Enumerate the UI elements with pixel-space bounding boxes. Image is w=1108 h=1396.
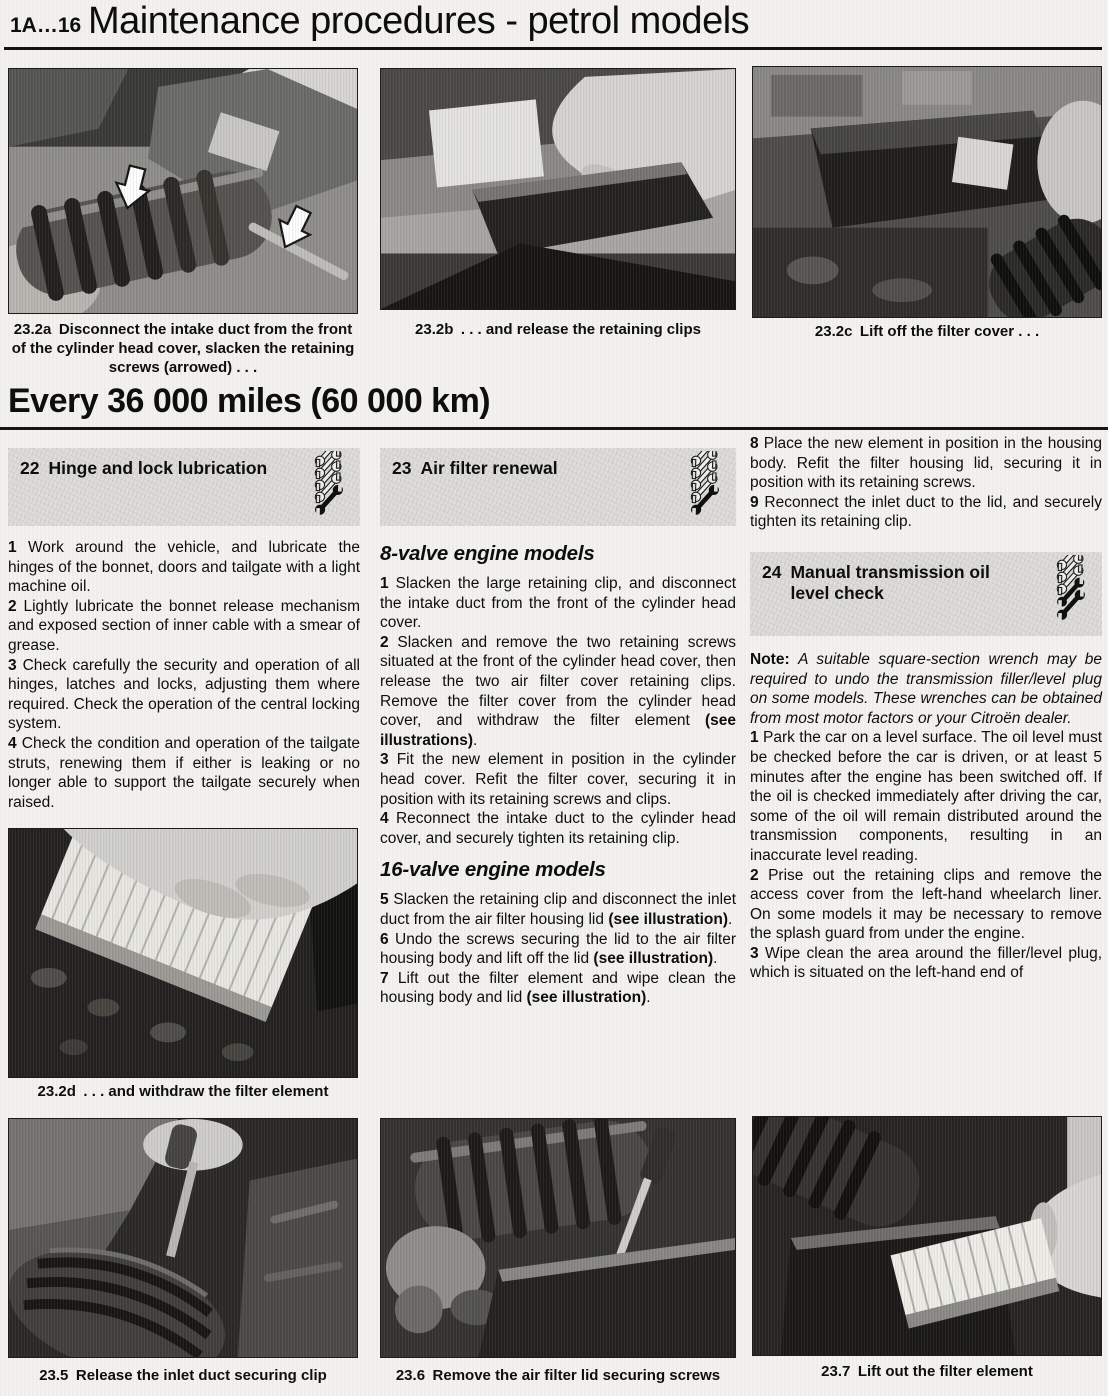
difficulty-spanner-stack-icon xyxy=(304,451,358,523)
header-rule xyxy=(4,47,1102,50)
lift-out-filter-element-photo xyxy=(753,1117,1101,1355)
step xyxy=(380,930,736,969)
step xyxy=(750,493,1102,532)
note xyxy=(750,650,1102,728)
step xyxy=(380,574,736,633)
step-number: 2 xyxy=(8,597,17,615)
step-text: Reconnect the intake duct to the cylinder head cover, and securely tighten its retaining clip. xyxy=(380,810,736,847)
section-title: Hinge and lock lubrication xyxy=(48,458,268,478)
step-number: 2 xyxy=(380,633,389,651)
withdraw-filter-element-photo xyxy=(9,829,357,1077)
step-number: 1 xyxy=(750,729,759,747)
step xyxy=(8,734,360,812)
caption-23-2a: 23.2a Disconnect the intake duct from the front of the cylinder head cover, slacken the retaining screws (arrowed) . . . xyxy=(11,321,355,376)
photo-23-5 xyxy=(8,1118,358,1358)
step xyxy=(750,944,1102,983)
step-text: Check the condition and operation of the tailgate struts, renewing them if either is leaking or no longer able to support the tailgate securely when raised. xyxy=(8,734,361,811)
step-text: Slacken the retaining clip and disconnect the inlet duct from the air filter housing lid (see illustration). xyxy=(380,891,737,928)
difficulty-spanner-stack-icon xyxy=(1046,555,1100,627)
step xyxy=(8,597,360,656)
step-number: 1 xyxy=(380,575,389,592)
section-22-body xyxy=(8,538,360,812)
step xyxy=(380,633,736,751)
step-text: Check carefully the security and operation of all hinges, latches and locks, adjusting them where required. Check the operation of the central locking system. xyxy=(8,656,360,733)
page-title: Maintenance procedures - petrol models xyxy=(88,0,750,42)
step-number: 3 xyxy=(8,656,17,674)
section-22-heading xyxy=(8,448,360,526)
lift-filter-cover-photo xyxy=(753,67,1101,317)
step-number: 9 xyxy=(750,493,759,511)
step xyxy=(380,890,736,929)
step-number: 7 xyxy=(380,969,389,987)
photo-23-6 xyxy=(380,1118,736,1358)
release-retaining-clips-photo xyxy=(381,69,735,309)
section-number: 22 xyxy=(20,458,40,478)
step-text: Work around the vehicle, and lubricate the hinges of the bonnet, doors and tailgate with a light machine oil. xyxy=(8,539,360,596)
section-23-body xyxy=(380,542,736,1008)
interval-rule xyxy=(0,427,1108,430)
caption-23-2d: 23.2d . . . and withdraw the filter element xyxy=(37,1083,329,1100)
step-number: 3 xyxy=(380,751,389,769)
step-text: Lift out the filter element and wipe clean the housing body and lid (see illustration). xyxy=(380,969,736,1007)
page-number: 1A…16 xyxy=(10,14,82,37)
caption-23-2b: 23.2b . . . and release the retaining clips xyxy=(415,321,701,338)
subheading-8-valve: 8-valve engine models xyxy=(380,542,595,565)
step xyxy=(380,969,736,1008)
difficulty-spanner-stack-icon xyxy=(680,451,734,523)
interval-heading: Every 36 000 miles (60 000 km) xyxy=(8,382,491,420)
section-title: Air filter renewal xyxy=(420,458,558,478)
step-text: Fit the new element in position in the cylinder head cover. Refit the filter cover, securing it in position with its retaining screws and clips. xyxy=(380,751,736,808)
step-number: 6 xyxy=(380,930,389,948)
step xyxy=(380,750,736,809)
step xyxy=(380,809,736,848)
step-number: 3 xyxy=(750,944,759,962)
section-23-heading xyxy=(380,448,736,526)
photo-23-2b xyxy=(380,68,736,310)
step-number: 4 xyxy=(8,734,17,752)
caption-23-6: 23.6 Remove the air filter lid securing screws xyxy=(395,1367,721,1384)
step-number: 5 xyxy=(380,891,389,909)
step-text: Prise out the retaining clips and remove the access cover from the left-hand wheelarch liner. On some models it may be necessary to remove the splash guard from under the engine. xyxy=(750,866,1102,943)
step xyxy=(750,434,1102,493)
note-text: A suitable square-section wrench may be required to undo the transmission filler/level plug on some models. These wrenches can be obtained from most motor factors or your Citroën dealer. xyxy=(750,650,1103,727)
step-text: Slacken and remove the two retaining screws situated at the front of the cylinder head cover, then release the two air filter cover retaining clips. Remove the filter cover from the cylinder head cover, and withdraw the filter element (see illustrations). xyxy=(380,633,736,749)
caption-23-7: 23.7 Lift out the filter element xyxy=(821,1363,1033,1380)
step-text: Slacken the large retaining clip, and disconnect the intake duct from the front of the cylinder head cover. xyxy=(380,575,737,632)
caption-23-2c: 23.2c Lift off the filter cover . . . xyxy=(814,323,1040,340)
step-text: Lightly lubricate the bonnet release mechanism and exposed section of inner cable with a smear of grease. xyxy=(8,597,360,654)
section-title: Manual transmission oil level check xyxy=(790,561,990,603)
note-label: Note: xyxy=(750,650,790,668)
section-number: 23 xyxy=(392,458,412,478)
step xyxy=(750,728,1102,865)
step-text: Undo the screws securing the lid to the air filter housing body and lift off the lid (see illustration). xyxy=(380,930,736,968)
step xyxy=(8,538,360,597)
engine-bay-intake-duct-photo xyxy=(9,69,357,313)
air-filter-lid-screws-photo xyxy=(381,1119,735,1357)
step-number: 4 xyxy=(380,810,389,828)
arrow-icon xyxy=(270,202,319,254)
step-text: Park the car on a level surface. The oil level must be checked before the car is driven, or at least 5 minutes after the engine has been switched off. If the oil is checked immediately after driving the car, some of the oil will remain distributed around the transmission components, resulting in an inaccurate level reading. xyxy=(750,729,1103,864)
step-number: 2 xyxy=(750,866,759,884)
arrow-icon xyxy=(111,163,154,212)
inlet-duct-clip-photo xyxy=(9,1119,357,1357)
step-number: 1 xyxy=(8,539,17,556)
step xyxy=(750,866,1102,944)
step-number: 8 xyxy=(750,435,759,452)
photo-23-2c xyxy=(752,66,1102,318)
subheading-16-valve: 16-valve engine models xyxy=(380,858,606,882)
caption-23-5: 23.5 Release the inlet duct securing clip xyxy=(39,1367,327,1384)
step-text: Wipe clean the area around the filler/level plug, which is situated on the left-hand end of xyxy=(750,944,1103,982)
step-text: Place the new element in position in the housing body. Refit the filter housing lid, securing it in position with its retaining screws. xyxy=(750,435,1102,492)
column-3 xyxy=(750,434,1102,983)
section-number: 24 xyxy=(762,561,782,582)
step xyxy=(8,656,360,734)
step-text: Reconnect the inlet duct to the lid, and securely tighten its retaining clip. xyxy=(750,493,1102,531)
photo-23-2a xyxy=(8,68,358,314)
photo-23-7 xyxy=(752,1116,1102,1356)
section-24-heading xyxy=(750,552,1102,636)
photo-23-2d xyxy=(8,828,358,1078)
